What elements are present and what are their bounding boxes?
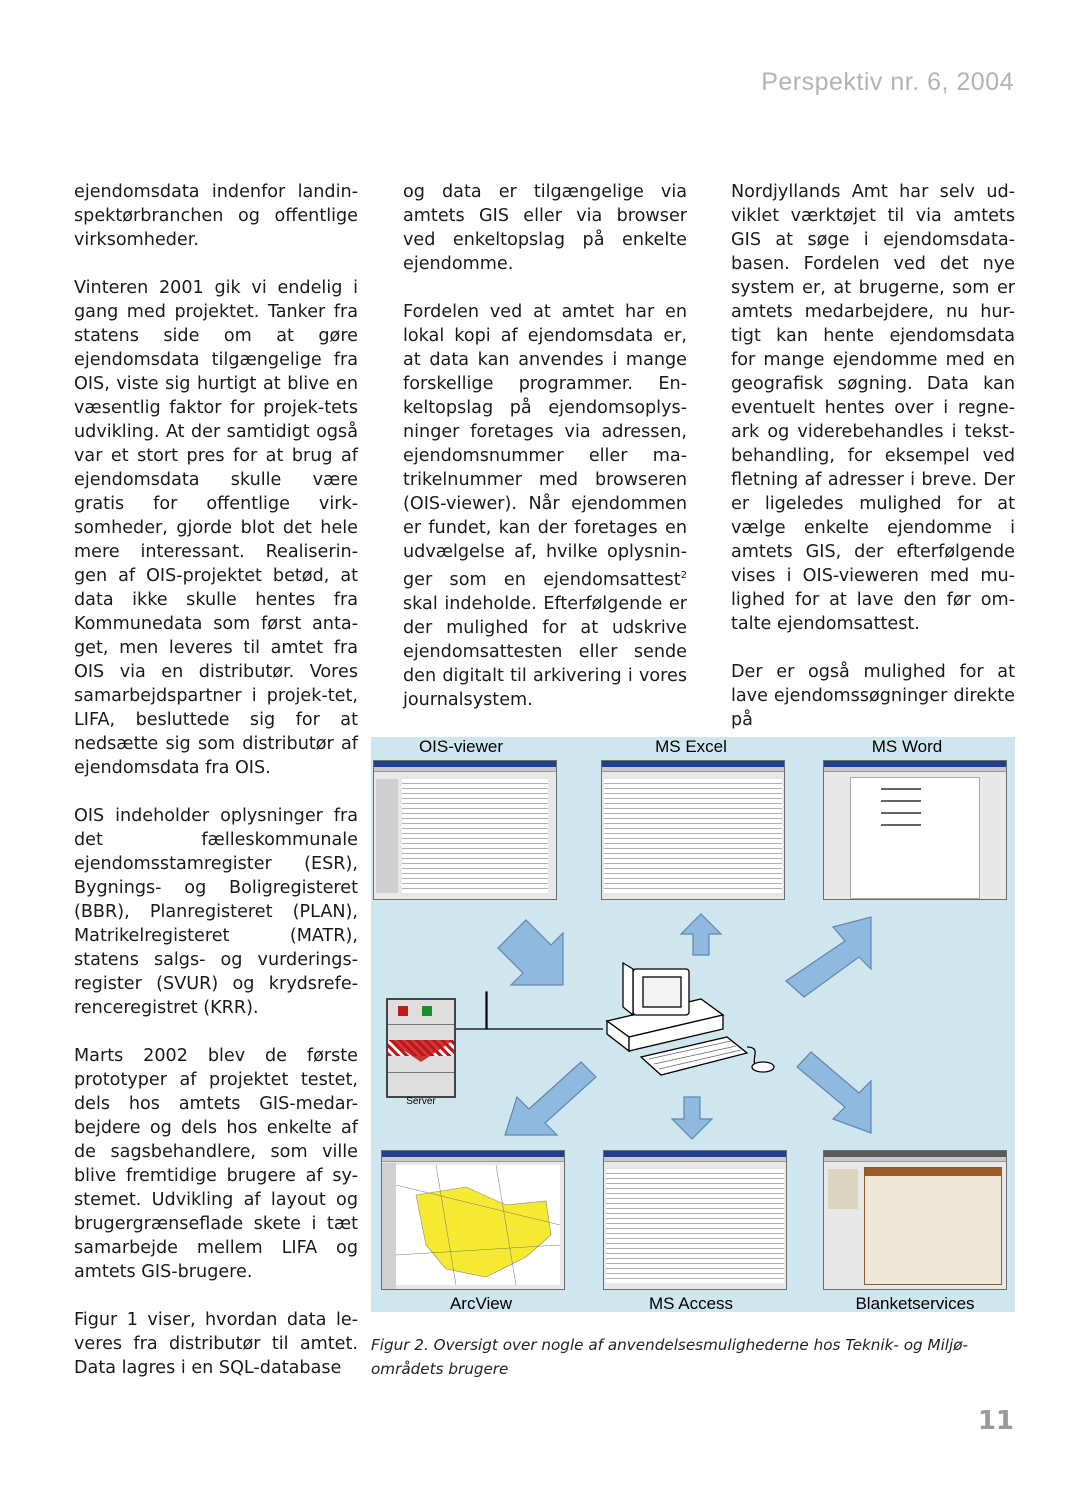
label-ois-viewer: OIS-viewer	[418, 737, 504, 756]
arrow-to-arcview	[505, 1062, 596, 1135]
paragraph: Figur 1 viser, hvordan data le-veres fra distributør til amtet. Data lagres i en SQL-database	[74, 1310, 358, 1378]
arrow-to-ms-excel	[681, 914, 721, 955]
arcview-screenshot	[381, 1150, 565, 1290]
text-column-1	[74, 180, 358, 1404]
server-icon	[386, 998, 456, 1098]
arrow-to-ms-access	[672, 1097, 712, 1139]
text-column-3	[731, 180, 1015, 756]
label-ms-word: MS Word	[871, 737, 943, 756]
label-blanketservices: Blanketservices	[855, 1294, 975, 1313]
page-number: 11	[977, 1406, 1014, 1436]
paragraph: og data er tilgængelige via amtets GIS eller via browser ved enkeltopslag på enkelte ejendomme.	[403, 182, 687, 274]
label-ms-access: MS Access	[648, 1294, 734, 1313]
paragraph: Vinteren 2001 gik vi endelig i gang med projektet. Tanker fra statens side om at gøre ejendomsdata tilgængelige fra OIS, viste sig hurtigt at blive en væsentlig faktor for projek-tets udvikling. At der samtidigt også var et stort pres for at brug af ejendomsdata skulle være gratis for offentlige virk-somheder, gjorde blot det hele mere interessant. Realiserin-gen af OIS-projektet betød, at data ikke skulle hentes fra Kommunedata som først anta-get, men leveres til amtet fra OIS via en distributør. Vores samarbejdspartner i projek-tet, LIFA, besluttede sig for at nedsætte sig som distributør af ejendomsdata fra OIS.	[74, 278, 358, 778]
label-ms-excel: MS Excel	[655, 737, 727, 756]
server-connection-line	[454, 992, 603, 1029]
paragraph-text: skal indeholde. Efterfølgende er der mulighed for at udskrive ejendomsattesten eller sende den digitalt til arkivering i vores journalsystem.	[403, 593, 687, 710]
paragraph: Nordjyllands Amt har selv ud-viklet værktøjet til via amtets GIS at søge i ejendomsdata-basen. Fordelen ved det nye system er, at brugerne, som er amtets medarbejdere, nu hur-tigt kan hente ejendomsdata for mange ejendomme med en geografisk søgning. Data kan eventuelt hentes over i regne-ark og viderebehandles i tekst-behandling, for eksempel ved fletning af adresser i breve. Der er ligeledes mulighed for at vælge enkelte ejendomme i amtets GIS, der efterfølgende vises i OIS-vieweren med mu-lighed for at lave den før om-talte ejendomsattest.	[731, 182, 1015, 634]
paragraph: Marts 2002 blev de første prototyper af projektet testet, dels hos amtets GIS-medar-bejdere og dels hos enkelte af de sagsbehandlere, som ville blive fremtidige brugere af sy-stemet. Udvikling af layout og brugergrænseflade skete i tæt samarbejde mellem LIFA og amtets GIS-brugere.	[74, 1046, 358, 1282]
text-column-2	[403, 180, 687, 712]
paragraph: ejendomsdata indenfor landin-spektørbranchen og offentlige virksomheder.	[74, 182, 358, 250]
paragraph: Der er også mulighed for at lave ejendomssøgninger direkte på	[731, 662, 1015, 730]
arrow-to-ois-viewer	[498, 920, 563, 985]
arrow-to-ms-word	[786, 917, 871, 997]
blanketservices-screenshot	[823, 1150, 1007, 1290]
footnote-ref: 2	[680, 570, 687, 581]
paragraph-text: Fordelen ved at amtet har en lokal kopi af ejendomsdata er, at data kan anvendes i mange forskellige programmer. En-keltopslag på ejendomsoplys-ninger foretages via adressen, ejendomsnummer eller ma-trikelnummer med browseren (OIS-viewer). Når ejendommen er fundet, kan der foretages en udvælgelse af, hvilke oplysnin-ger som en ejendomsattest	[403, 302, 687, 590]
ms-access-screenshot	[603, 1150, 787, 1290]
arrow-to-blanketservices	[797, 1052, 871, 1133]
paragraph	[403, 300, 687, 712]
figure-caption: Figur 2. Oversigt over nogle af anvendelsesmulighederne hos Teknik- og Miljø-områdets brugere	[371, 1336, 969, 1378]
page-header: Perspektiv nr. 6, 2004	[761, 68, 1014, 96]
label-arcview: ArcView	[449, 1294, 513, 1313]
figure-diagram	[371, 737, 1015, 1312]
computer-icon	[607, 963, 774, 1075]
server-label: Server	[406, 1096, 436, 1107]
paragraph: OIS indeholder oplysninger fra det fælleskommunale ejendomsstamregister (ESR), Bygnings- og Boligregisteret (BBR), Planregisteret (PLAN), Matrikelregisteret (MATR), statens salgs- og vurderings-register (SVUR) og krydsrefe-renceregistret (KRR).	[74, 806, 358, 1018]
